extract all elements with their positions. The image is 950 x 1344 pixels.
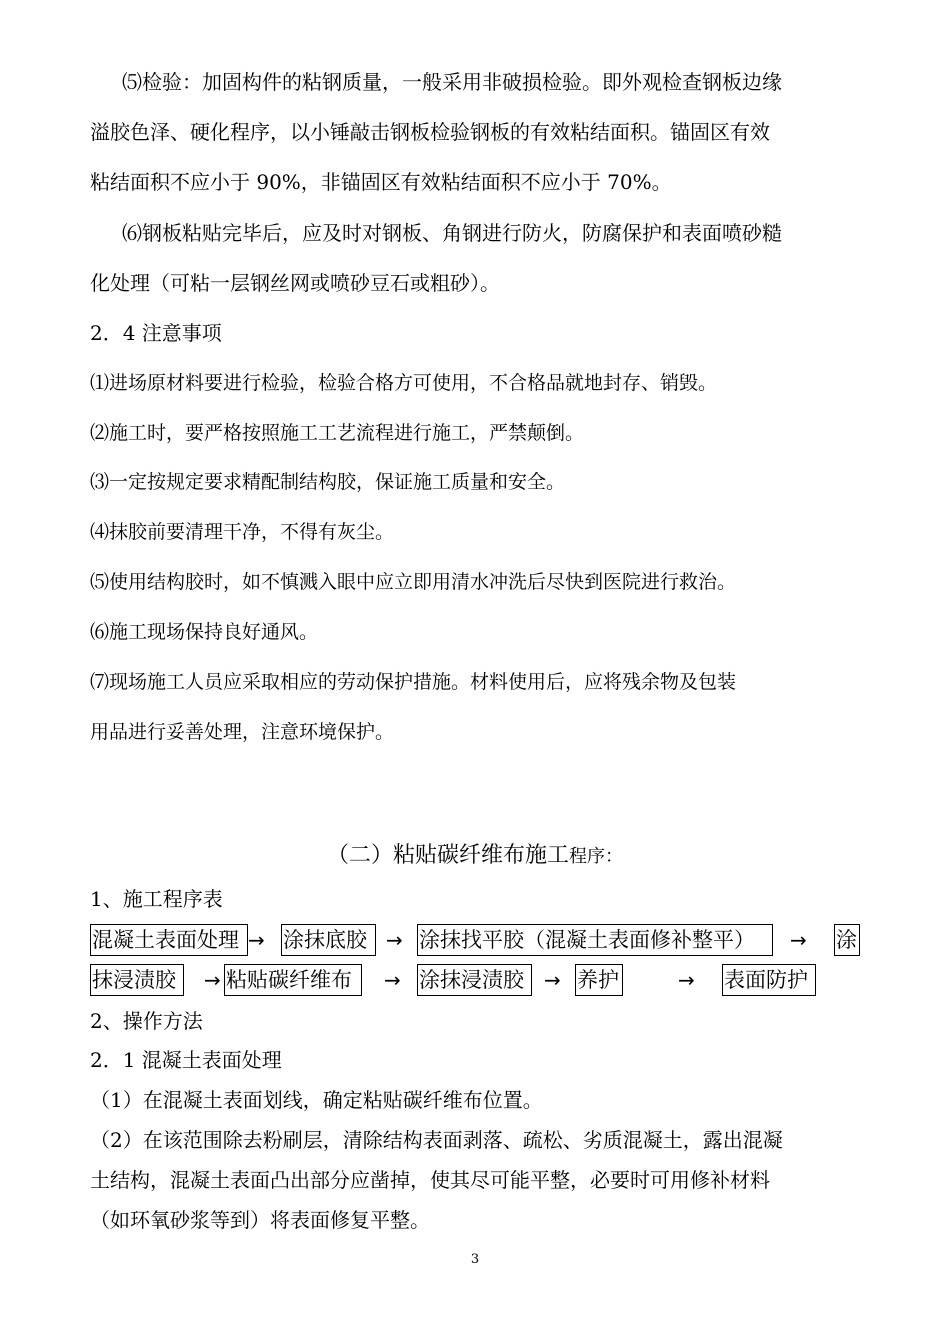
flow-arrow-icon: → — [678, 968, 695, 992]
flow-step-primer: 涂抹底胶 — [281, 924, 376, 956]
note-item: ⑹施工现场保持良好通风。 — [90, 621, 319, 643]
heading-tail: 程序： — [569, 846, 623, 867]
flow-step-saturant-part1: 涂 — [834, 924, 860, 956]
para5-line3: 粘结面积不应小于 90%，非锚固区有效粘结面积不应小于 70%。 — [90, 170, 672, 194]
flow-step-saturant-coat: 涂抹浸渍胶 — [417, 964, 532, 996]
note-item: ⑵施工时，要严格按照施工工艺流程进行施工，严禁颠倒。 — [90, 422, 585, 444]
para6-line1: ⑹钢板粘贴完毕后，应及时对钢板、角钢进行防火，防腐保护和表面喷砂糙 — [122, 221, 782, 245]
flow-step-surface-protection: 表面防护 — [722, 964, 816, 996]
para5-line2: 溢胶色泽、硬化程序，以小锤敲击钢板检验钢板的有效粘结面积。锚固区有效 — [90, 120, 770, 144]
flow-step-curing: 养护 — [575, 964, 623, 996]
flow-arrow-icon: → — [790, 928, 807, 952]
note-item: ⑴进场原材料要进行检验，检验合格方可使用，不合格品就地封存、销毁。 — [90, 372, 718, 394]
step-2-line3: （如环氧砂浆等到）将表面修复平整。 — [90, 1208, 430, 1232]
section-heading-2-4: 2．4 注意事项 — [90, 321, 222, 345]
subheading-operation-method: 2、操作方法 — [90, 1009, 203, 1033]
step-1: （1）在混凝土表面划线，确定粘贴碳纤维布位置。 — [90, 1088, 543, 1112]
subheading-2-1: 2．1 混凝土表面处理 — [90, 1048, 282, 1072]
para6-line2: 化处理（可粘一层钢丝网或喷砂豆石或粗砂）。 — [90, 271, 500, 295]
flow-step-attach-cfrp: 粘贴碳纤维布 — [224, 964, 362, 996]
note-item: ⑺现场施工人员应采取相应的劳动保护措施。材料使用后，应将残余物及包装 — [90, 671, 737, 693]
flow-arrow-icon: → — [204, 968, 221, 992]
subheading-procedure-table: 1、施工程序表 — [90, 887, 223, 911]
flow-arrow-icon: → — [248, 928, 265, 952]
heading-main: （二）粘贴碳纤维布施工 — [326, 843, 569, 868]
section-heading-2 — [0, 842, 950, 871]
flow-step-surface-treatment: 混凝土表面处理 — [90, 924, 248, 956]
flow-arrow-icon: → — [384, 968, 401, 992]
para5-line1: ⑸检验：加固构件的粘钢质量，一般采用非破损检验。即外观检查钢板边缘 — [122, 70, 782, 94]
flow-arrow-icon: → — [544, 968, 561, 992]
note-item: ⑸使用结构胶时，如不慎溅入眼中应立即用清水冲洗后尽快到医院进行救治。 — [90, 571, 737, 593]
flow-arrow-icon: → — [386, 928, 403, 952]
note-item: ⑶一定按规定要求精配制结构胶，保证施工质量和安全。 — [90, 471, 566, 493]
step-2-line2: 土结构，混凝土表面凸出部分应凿掉，使其尽可能平整，必要时可用修补材料 — [90, 1168, 770, 1192]
flow-step-saturant-part2: 抹浸渍胶 — [90, 964, 184, 996]
step-2-line1: （2）在该范围除去粉刷层，清除结构表面剥落、疏松、劣质混凝土，露出混凝 — [90, 1128, 783, 1152]
note-item: 用品进行妥善处理，注意环境保护。 — [90, 721, 395, 743]
flow-step-leveling: 涂抹找平胶（混凝土表面修补整平） — [417, 924, 773, 956]
note-item: ⑷抹胶前要清理干净，不得有灰尘。 — [90, 521, 395, 543]
page-number: 3 — [470, 1252, 480, 1267]
